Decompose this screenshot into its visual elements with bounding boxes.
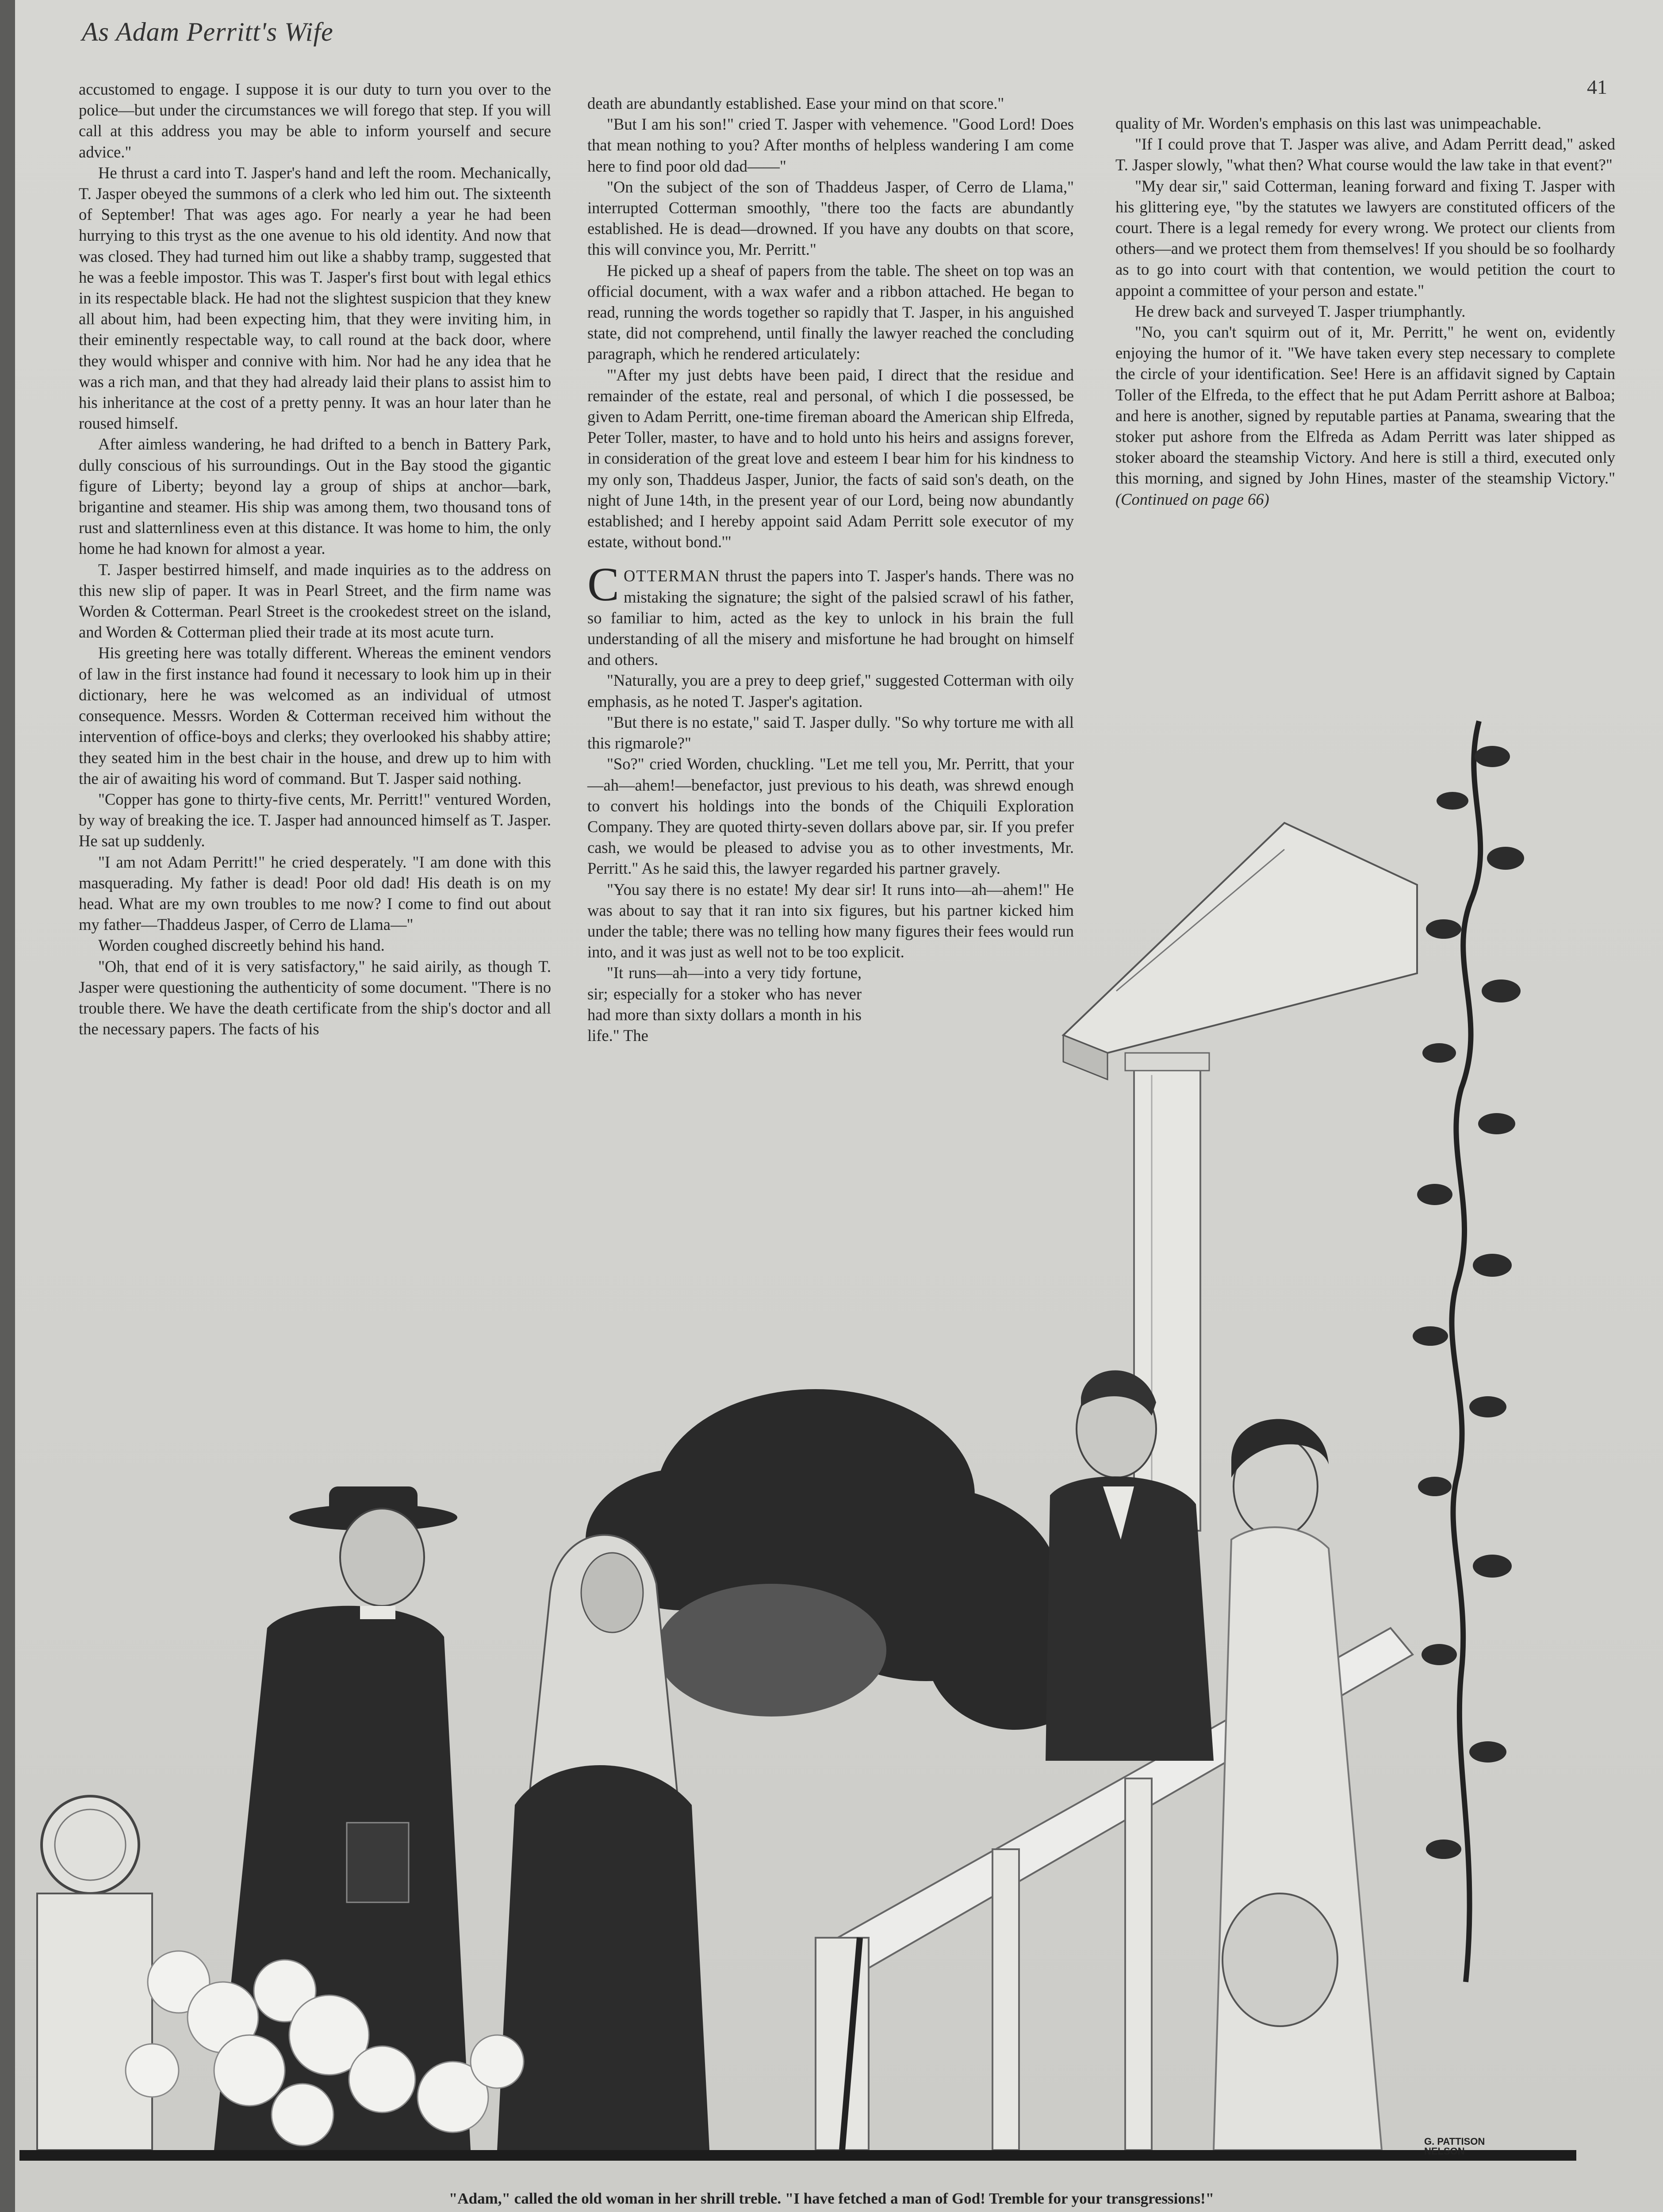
paragraph: "But there is no estate," said T. Jasper dully. "So why torture me with all this rigmarole?" — [587, 713, 1074, 753]
paragraph: quality of Mr. Worden's emphasis on this last was unimpeachable. — [1115, 114, 1541, 132]
paragraph: T. Jasper bestirred himself, and made inquiries as to the address on this new slip of paper. It was in Pearl Street, and the firm name was Worden & Cotterman. Pearl Street is the crookedest street on the island, and Worden & Cotterman plied their trade at its most acute turn. — [79, 560, 551, 641]
text-column-3 — [1115, 113, 1615, 510]
illustration-bottom-border — [19, 2150, 1576, 2161]
paragraph: He picked up a sheaf of papers from the table. The sheet on top was an official document, with a wax wafer and a ribbon attached. He began to read, running the words together so rapidly that T. Jasper, in his anguished state, did not comprehend, until finally the lawyer reached the concluding paragraph, which he rendered articulately: — [587, 261, 1074, 363]
page-number: 41 — [1587, 76, 1607, 98]
paragraph: "You say there is no estate! My dear sir! It runs into—ah—ahem!" He was about to say that it ran into six figures, but his partner kicked him under the table; there was no telling how many figures their fees would run into, and it was just as well not to be too explicit. — [587, 880, 1074, 961]
artist-signature — [1424, 2137, 1485, 2156]
paragraph-text: "No, you can't squirm out of it, Mr. Perritt," he went on, evidently enjoying the humor of it. "We have taken every step necessary to complete the circle of your identification. See! Here is an affidavit signed by Captain Toller of the Elfreda, to the effect that he put Adam Perritt ashore at Balboa; and here is another, signed by reputable parties at Panama, swearing that the stoker put ashore from the Elfreda as Adam Perritt was later shipped as stoker aboard the steamship Victory. And here is still a third, executed only this morning, and signed by John Hines, master of the steamship Victory." — [1115, 323, 1615, 488]
paragraph: Worden coughed discreetly behind his hand. — [98, 936, 385, 955]
paragraph: His greeting here was totally different. Whereas the eminent vendors of law in the first instance had found it necessary to look him up in their dictionary, here he was welcomed as an individual of utmost consequence. Messrs. Worden & Cotterman received him without the intervention of office-boys and clerks; they overlooked his shabby attire; they seated him in the best chair in the house, and drew up to him with the air of awaiting his word of command. But T. Jasper said nothing. — [79, 644, 551, 787]
paragraph: "On the subject of the son of Thaddeus Jasper, of Cerro de Llama," interrupted Cotterman smoothly, "there too the facts are abundantly established. He is dead—drowned. If you have any doubts on that score, this will convince you, Mr. Perritt." — [587, 177, 1074, 259]
paragraph: "But I am his son!" cried T. Jasper with vehemence. "Good Lord! Does that mean nothing to you? After months of helpless wandering I am come here to find poor old dad——" — [587, 115, 1074, 175]
paragraph: "My dear sir," said Cotterman, leaning forward and fixing T. Jasper with his glittering eye, "by the statutes we lawyers are constituted officers of the court. There is a legal remedy for every wrong. We protect our clients from others—and we protect them from themselves! If you should be so foolhardy as to go into court with that contention, we would petition the court to appoint a committee of your person and estate." — [1115, 177, 1615, 300]
paragraph: accustomed to engage. I suppose it is our duty to turn you over to the police—but under the circumstances we will forego that step. If you will call at this address you may be able to inform yourself and secure advice." — [79, 80, 551, 161]
paragraph: "If I could prove that T. Jasper was alive, and Adam Perritt dead," asked T. Jasper slowly, "what then? What course would the law take in that event?" — [1115, 135, 1615, 174]
paragraph: "'After my just debts have been paid, I direct that the residue and remainder of the estate, real and personal, of which I die possessed, be given to Adam Perritt, one-time fireman aboard the American ship Elfreda, Peter Toller, master, to have and to hold unto his heirs and assigns forever, in consideration of the great love and esteem I bear him for his kindness to my only son, Thaddeus Jasper, Junior, the facts of said son's death, on the night of June 14th, in the present year of our Lord, being now abundantly established; and I hereby appoint said Adam Perritt sole executor of my estate, without bond.'" — [587, 365, 1074, 551]
clock-ornament — [37, 1796, 152, 2150]
paragraph: After aimless wandering, he had drifted to a bench in Battery Park, dully conscious of his surroundings. Out in the Bay stood the gigantic figure of Liberty; beyond lay a group of ships at anchor—bark, brigantine and steamer. His ship was among them, two thousand tons of rust and slatternliness even at this distance. It was home to him, the only home he had known for almost a year. — [79, 435, 551, 558]
drop-cap: C — [587, 558, 620, 611]
section-first-text: thrust the papers into T. Jasper's hands. There was no mistaking the signature; the sight of the palsied scrawl of his father, so familiar to him, acted as the key to unlock in his brain the full understanding of all the misery and misfortune he had brought on himself and others. — [587, 567, 1074, 669]
continued-note: (Continued on page 66) — [1115, 490, 1269, 508]
section-first-word: OTTERMAN — [624, 567, 720, 585]
young-woman-figure — [1214, 1419, 1382, 2151]
paragraph — [1115, 322, 1615, 510]
story-illustration — [19, 655, 1576, 2170]
running-title: As Adam Perritt's Wife — [82, 17, 333, 46]
paragraph: "It runs—ah—into a very tidy fortune, sir; especially for a stoker who has never had more than sixty dollars a month in his life." The — [587, 964, 862, 1045]
paragraph: "Copper has gone to thirty-five cents, Mr. Perritt!" ventured Worden, by way of breaking the ice. T. Jasper had announced himself as T. Jasper. He sat up suddenly. — [79, 790, 551, 850]
paragraph: "Oh, that end of it is very satisfactory," he said airily, as though T. Jasper were questioning the authenticity of some document. "There is no trouble there. We have the death certificate from the ship's doctor and all the necessary papers. The facts of his — [79, 957, 551, 1038]
artist-signature-line-1: G. PATTISON — [1424, 2136, 1485, 2147]
porch-roof — [1063, 823, 1417, 1079]
paragraph: He drew back and surveyed T. Jasper triumphantly. — [1135, 302, 1466, 320]
paragraph: "So?" cried Worden, chuckling. "Let me tell you, Mr. Perritt, that your—ah—ahem!—benefactor, just previous to his death, was shrewd enough to convert his holdings into the bonds of the Chiquili Exploration Company. They are quoted thirty-seven dollars above par, sir. If you prefer cash, we would be pleased to advise you as to other investments, Mr. Perritt." As he said this, the lawyer regarded his partner gravely. — [587, 755, 1074, 878]
artist-signature-line-2: NELSON — [1424, 2146, 1465, 2157]
climbing-vine — [1413, 721, 1524, 1982]
paragraph: "Naturally, you are a prey to deep grief," suggested Cotterman with oily emphasis, as he noted T. Jasper's agitation. — [587, 671, 1074, 710]
paragraph: "I am not Adam Perritt!" he cried desperately. "I am done with this masquerading. My father is dead! Poor old dad! His death is on my head. What are my own troubles to me now? I come to find out about my father—Thaddeus Jasper, of Cerro de Llama—" — [79, 853, 551, 934]
page-edge-shadow — [0, 0, 15, 2212]
paragraph: death are abundantly established. Ease your mind on that score." — [587, 94, 1004, 112]
paragraph: He thrust a card into T. Jasper's hand and left the room. Mechanically, T. Jasper obeyed the summons of a clerk who led him out. The sixteenth of September! That was ages ago. For nearly a year he had been hurrying to this tryst as the one avenue to his old identity. And now that was closed. They had turned him out like a shabby tramp, suggested that he was a feeble impostor. This was T. Jasper's first bout with legal ethics in its respectable black. He had not the slightest suspicion that they knew all about him, had been expecting him, that they were inviting him, in their eminently respectable way, to call round at the back door, where they would whisper and connive with him. Nor had he any idea that he was a rich man, and that they had already laid their plans to assist him to his inheritance at the cost of a pretty penny. It was an hour later than he roused himself. — [79, 163, 551, 433]
illustration-caption: "Adam," called the old woman in her shrill treble. "I have fetched a man of God! Tremble for your transgressions!" — [448, 2190, 1215, 2207]
